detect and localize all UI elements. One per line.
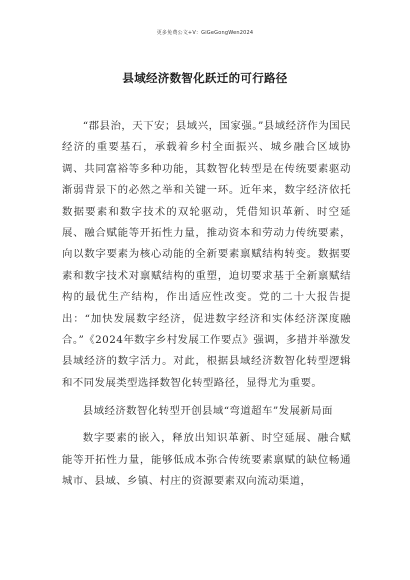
header-note: 更多免费公文+V：GiGeGongWen2024 (156, 30, 254, 36)
document-body (62, 116, 351, 493)
document-title: 县域经济数智化跃迁的可行路径 (122, 71, 288, 85)
paragraph-intro: “郡县治，天下安；县域兴，国家强。”县域经济作为国民经济的重要基石，承载着乡村全面振兴、城乡融合区域协调、共同富裕等多种功能，其数智化转型是在传统要素驱动渐弱背景下的必然之举和关键一环。近年来，数字经济依托数据要素和数字技术的双轮驱动，凭借知识革新、时空延展、融合赋能等开拓性力量，推动资本和劳动力传统要素，向以数字要素为核心动能的全新要素禀赋结构转变。数据要素和数字技术对禀赋结构的重塑，迫切要求基于全新禀赋结构的最优生产结构，作出适应性改变。党的二十大报告提出：“加快发展数字经济，促进数字经济和实体经济深度融合。”《2024年数字乡村发展工作要点》强调，多措并举激发县域经济的数字活力。对此，根据县域经济数智化转型逻辑和不同发展类型选择数智化转型路径，显得尤为重要。 (62, 120, 351, 389)
paragraph-digital-elements: 数字要素的嵌入，释放出知识革新、时空延展、融合赋能等开拓性力量，能够低成本弥合传统要素禀赋的缺位畅通城市、县域、乡镇、村庄的资源要素双向流动渠道， (62, 432, 351, 488)
section-heading: 县域经济数智化转型开创县域“弯道超车”发展新局面 (82, 405, 333, 418)
